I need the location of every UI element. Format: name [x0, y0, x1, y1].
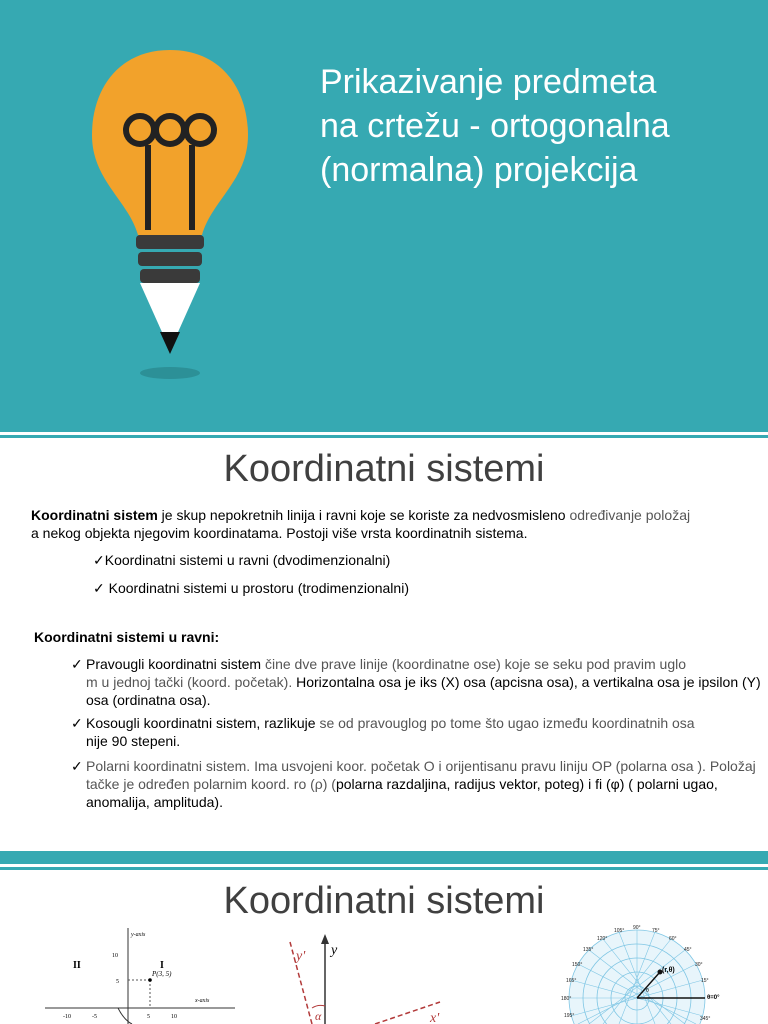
degree-label: 30°: [695, 962, 703, 968]
degree-label: 135°: [583, 947, 594, 953]
item-text-gray: Polarni koordinatni sistem. Ima usvojeni koor. početak O i orijentisanu pravu liniju OP (polarna osa ). Položaj tačke je određen polarnim koord. ro (ρ) (: [86, 758, 756, 792]
item-text-gray: se od pravouglog po tome što ugao između koordinatnih osa: [319, 715, 695, 731]
item-text: Horizontalna osa je iks (X) osa (apcisna osa), a vertikalna osa je ipsilon (Y) osa (ordinatna osa).: [86, 674, 761, 708]
angle-label: θ: [646, 988, 649, 994]
axis-label: y: [331, 943, 338, 958]
quadrant-label: I: [160, 960, 164, 971]
degree-label: 60°: [669, 936, 677, 942]
check-item: ✓ Koordinatni sistemi u prostoru (trodimenzionalni): [93, 580, 409, 596]
subheading: Koordinatni sistemi u ravni:: [34, 629, 220, 645]
slide-heading: Koordinatni sistemi: [223, 880, 545, 922]
axis-label: x': [430, 1011, 440, 1024]
degree-label: 150°: [572, 962, 583, 968]
axis-label: y': [296, 949, 306, 964]
item-text: nije 90 stepeni.: [86, 733, 181, 749]
point-label: (r,θ): [662, 967, 675, 974]
axis-label: x-axis: [195, 998, 210, 1004]
slide-title: [320, 60, 750, 192]
degree-label: 45°: [684, 947, 692, 953]
check-item: ✓Koordinatni sistemi u ravni (dvodimenzionalni): [93, 552, 391, 568]
slide-divider: [0, 851, 768, 864]
degree-label: 75°: [652, 928, 660, 934]
degree-label: 345°: [700, 1016, 711, 1022]
degree-label: 90°: [633, 925, 641, 931]
degree-label: 120°: [597, 936, 608, 942]
tick-label: -5: [92, 1014, 97, 1020]
degree-label: 195°: [564, 1013, 575, 1019]
tick-label: 10: [112, 953, 118, 959]
item-text: Kosougli koordinatni sistem, razlikuje: [86, 715, 320, 731]
intro-text-gray: određivanje položaj: [569, 507, 691, 523]
item-text: polarna razdaljina, radijus vektor, poteg) i fi (φ) ( polarni ugao, anomalija, amplituda).: [86, 776, 718, 810]
oblique-diagram: [290, 934, 440, 1024]
tick-label: 5: [116, 979, 119, 985]
title-line: na crtežu - ortogonalna: [320, 107, 670, 145]
polar-diagram: [561, 925, 720, 1024]
intro-text: je skup nepokretnih linija i ravni koje se koriste za nedvosmisleno: [157, 507, 570, 523]
intro-paragraph: [31, 506, 766, 542]
slide-divider: [0, 867, 768, 870]
title-slide: [0, 0, 768, 432]
quadrant-label: II: [73, 960, 81, 971]
intro-text-line2: a nekog objekta njegovim koordinatama. Postoji više vrsta koordinatnih sistema.: [31, 525, 528, 541]
tick-label: -10: [63, 1014, 71, 1020]
tick-label: 5: [147, 1014, 150, 1020]
cartesian-diagram: [45, 928, 235, 1024]
angle-label: α: [315, 1009, 322, 1023]
degree-label: 105°: [614, 928, 625, 934]
coordinate-diagrams: [0, 920, 768, 1024]
degree-label: 180°: [561, 996, 572, 1002]
degree-label: 15°: [701, 978, 709, 984]
check-mark-icon: ✓: [71, 656, 83, 672]
tick-label: 10: [171, 1014, 177, 1020]
list-item: [71, 714, 766, 750]
list-item: [71, 757, 766, 811]
slide-divider: [0, 435, 768, 438]
item-text: Pravougli koordinatni sistem: [86, 656, 265, 672]
axis-label: y-axis: [131, 932, 146, 938]
intro-term: Koordinatni sistem: [31, 507, 158, 523]
title-line: (normalna) projekcija: [320, 151, 638, 189]
degree-label: 165°: [566, 978, 577, 984]
check-mark-icon: ✓: [71, 715, 83, 731]
title-line: Prikazivanje predmeta: [320, 63, 657, 101]
list-item: [71, 655, 766, 709]
slide-heading: Koordinatni sistemi: [223, 448, 545, 490]
axis-label: θ=0°: [707, 995, 720, 1001]
item-text-gray: m u jednoj tački (koord. početak).: [86, 674, 297, 690]
lightbulb-pencil-icon: [88, 40, 268, 390]
item-text-gray: čine dve prave linije (koordinatne ose) koje se seku pod pravim uglo: [264, 656, 686, 672]
point-label: P(3, 5): [152, 970, 172, 978]
check-mark-icon: ✓: [71, 758, 83, 774]
